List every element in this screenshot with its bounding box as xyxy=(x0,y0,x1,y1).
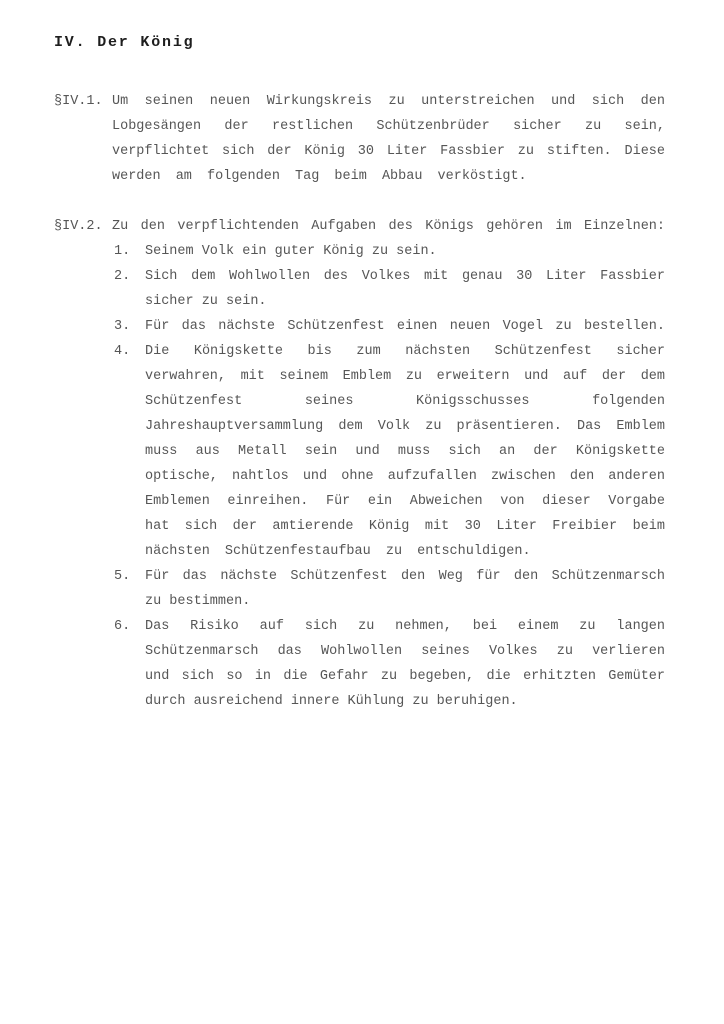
list-item-number: 3. xyxy=(114,319,131,334)
list-item-number: 6. xyxy=(114,619,131,634)
list-item-number: 5. xyxy=(114,569,131,584)
list-item-line: Seinem Volk ein guter König zu sein. xyxy=(145,244,437,259)
list-item xyxy=(112,564,665,614)
list-item xyxy=(112,239,665,264)
list-item-number: 4. xyxy=(114,344,131,359)
list-item xyxy=(112,264,665,314)
ordered-list xyxy=(112,239,665,714)
list-item-line: sicher zu sein. xyxy=(145,294,267,309)
list-item-line: Das Risiko auf sich zu nehmen, bei einem zu langen xyxy=(145,619,665,634)
list-item-line: muss aus Metall sein und muss sich an der Königskette xyxy=(145,444,665,459)
list-item-number: 1. xyxy=(114,244,131,259)
paragraph-line: verpflichtet sich der König 30 Liter Fassbier zu stiften. Diese xyxy=(112,144,665,159)
list-item-line: hat sich der amtierende König mit 30 Liter Freibier beim xyxy=(145,519,665,534)
list-item-line: zu bestimmen. xyxy=(145,594,251,609)
list-item-line: Für das nächste Schützenfest einen neuen Vogel zu bestellen. xyxy=(145,319,665,334)
list-item-line: nächsten Schützenfestaufbau zu entschuldigen. xyxy=(145,544,531,559)
list-item-line: Schützenmarsch das Wohlwollen seines Volkes zu verlieren xyxy=(145,644,665,659)
list-item xyxy=(112,339,665,564)
paragraph-line: Um seinen neuen Wirkungskreis zu unterstreichen und sich den xyxy=(112,94,665,109)
list-item-line: optische, nahtlos und ohne aufzufallen zwischen den anderen xyxy=(145,469,665,484)
list-item xyxy=(112,314,665,339)
paragraph xyxy=(112,214,665,239)
list-item-line: Schützenfest seines Königsschusses folgenden xyxy=(145,394,665,409)
list-item-line: Jahreshauptversammlung dem Volk zu präsentieren. Das Emblem xyxy=(145,419,665,434)
list-item-line: Für das nächste Schützenfest den Weg für den Schützenmarsch xyxy=(145,569,665,584)
paragraph xyxy=(112,89,665,189)
section xyxy=(54,89,665,189)
paragraph-line: werden am folgenden Tag beim Abbau verköstigt. xyxy=(112,169,527,184)
list-item-line: verwahren, mit seinem Emblem zu erweitern und auf der dem xyxy=(145,369,665,384)
section xyxy=(54,214,665,714)
list-item-line: und sich so in die Gefahr zu begeben, die erhitzten Gemüter xyxy=(145,669,665,684)
list-item-line: Sich dem Wohlwollen des Volkes mit genau 30 Liter Fassbier xyxy=(145,269,665,284)
section-label: §IV.1. xyxy=(54,94,103,109)
list-item xyxy=(112,614,665,714)
document-body xyxy=(54,89,724,714)
section-label: §IV.2. xyxy=(54,219,103,234)
list-item-number: 2. xyxy=(114,269,131,284)
list-item-line: Die Königskette bis zum nächsten Schützenfest sicher xyxy=(145,344,665,359)
list-item-line: durch ausreichend innere Kühlung zu beruhigen. xyxy=(145,694,518,709)
paragraph-line: Lobgesängen der restlichen Schützenbrüder sicher zu sein, xyxy=(112,119,665,134)
list-item-line: Emblemen einreihen. Für ein Abweichen von dieser Vorgabe xyxy=(145,494,665,509)
page-title: IV. Der König xyxy=(54,34,195,51)
paragraph-line: Zu den verpflichtenden Aufgaben des Königs gehören im Einzelnen: xyxy=(112,219,665,234)
